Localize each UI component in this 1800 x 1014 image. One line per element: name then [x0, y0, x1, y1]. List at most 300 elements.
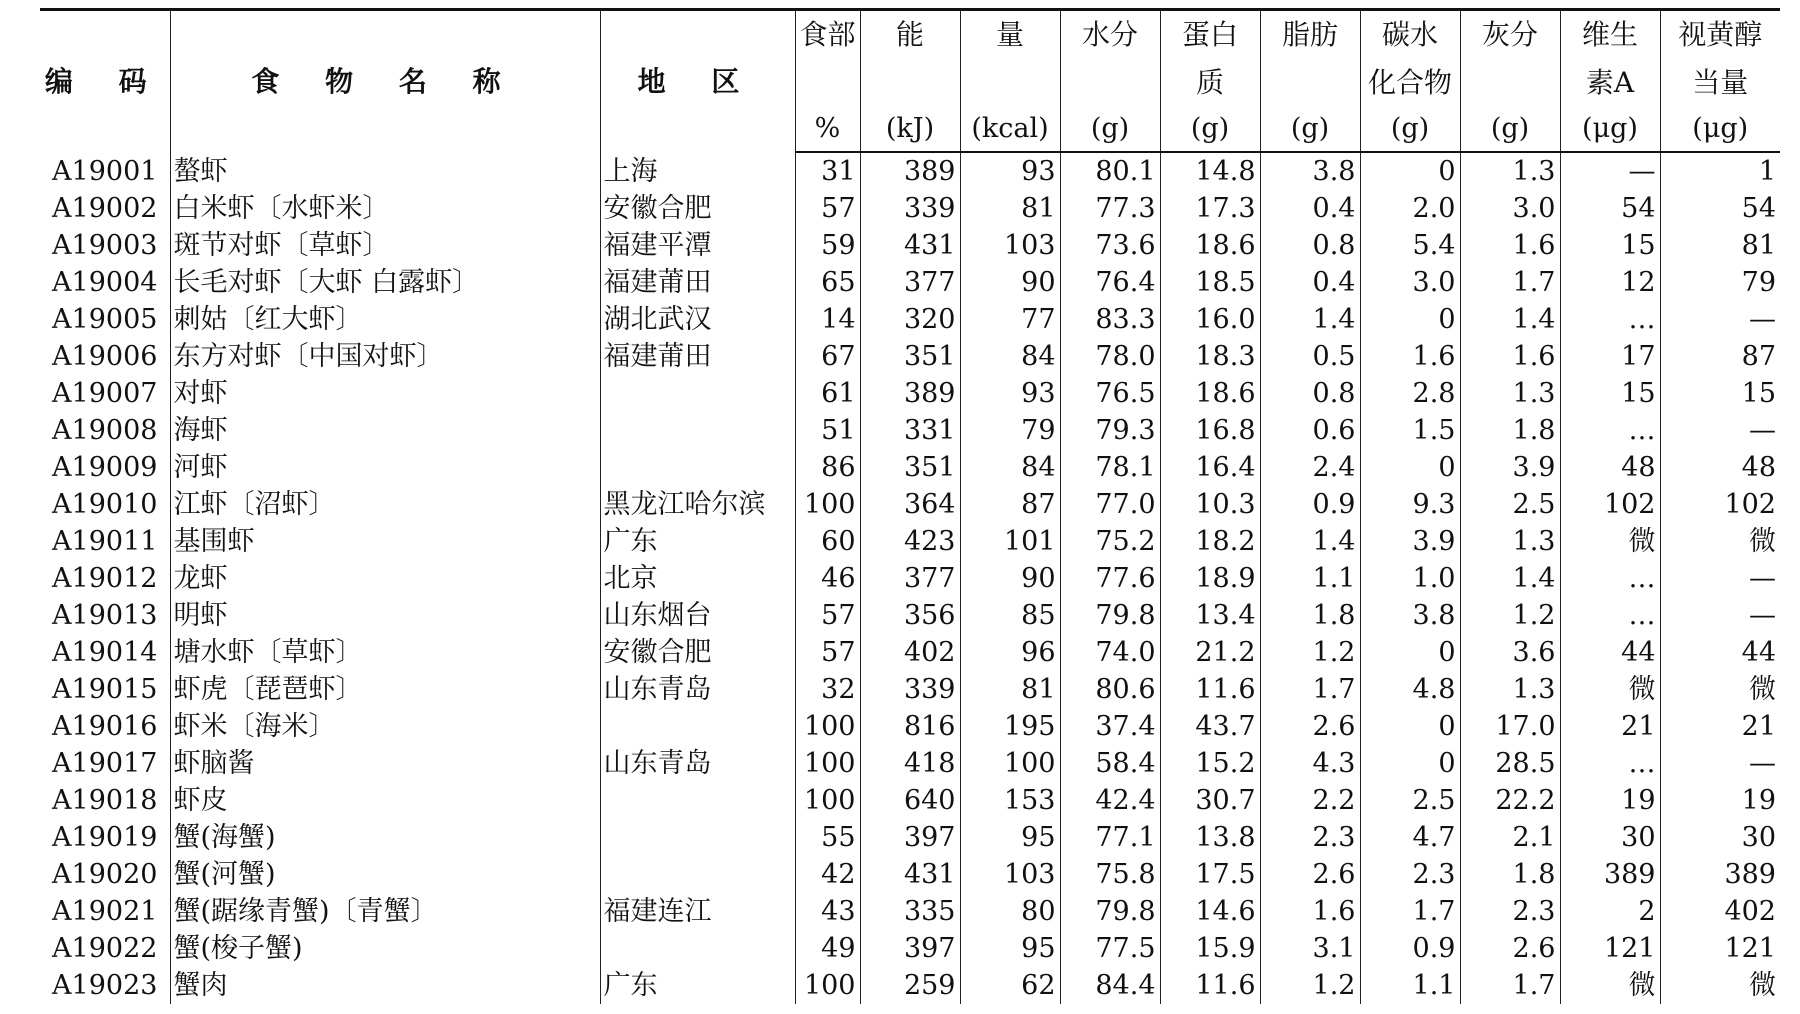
- cell-energy-kcal: 101: [960, 523, 1060, 560]
- cell-edible: 86: [795, 449, 860, 486]
- cell-food-name: 虾虎〔琵琶虾〕: [170, 671, 600, 708]
- header-water: 水分: [1060, 10, 1160, 60]
- cell-ash: 3.0: [1460, 190, 1560, 227]
- table-row: [40, 264, 1780, 301]
- cell-retinol: 87: [1660, 338, 1780, 375]
- cell-energy-kj: 364: [860, 486, 960, 523]
- cell-fat: 2.6: [1260, 708, 1360, 745]
- cell-code: A19020: [52, 859, 158, 890]
- cell-vitamin-a: 121: [1560, 930, 1660, 967]
- cell-food-name: 基围虾: [170, 523, 600, 560]
- header-fat: 脂肪: [1260, 10, 1360, 60]
- cell-energy-kj: 402: [860, 634, 960, 671]
- cell-region: 山东青岛: [600, 671, 795, 708]
- cell-edible: 67: [795, 338, 860, 375]
- cell-region: 福建莆田: [600, 264, 795, 301]
- header-ash-blank: [1460, 59, 1560, 107]
- cell-region: [600, 930, 795, 967]
- cell-code: A19012: [52, 563, 158, 594]
- cell-energy-kcal: 153: [960, 782, 1060, 819]
- cell-protein: 16.0: [1160, 301, 1260, 338]
- cell-region: 福建连江: [600, 893, 795, 930]
- header-retinol-line2: 当量: [1660, 59, 1780, 107]
- cell-carb: 5.4: [1360, 227, 1460, 264]
- cell-retinol: 15: [1660, 375, 1780, 412]
- cell-protein: 13.4: [1160, 597, 1260, 634]
- cell-water: 77.0: [1060, 486, 1160, 523]
- table-row: [40, 782, 1780, 819]
- cell-vitamin-a: —: [1560, 152, 1660, 190]
- cell-food-name: 东方对虾〔中国对虾〕: [170, 338, 600, 375]
- cell-region: [600, 375, 795, 412]
- cell-energy-kcal: 100: [960, 745, 1060, 782]
- cell-protein: 43.7: [1160, 708, 1260, 745]
- cell-code: A19022: [52, 933, 158, 964]
- cell-food-name: 斑节对虾〔草虾〕: [170, 227, 600, 264]
- cell-water: 80.1: [1060, 152, 1160, 190]
- cell-fat: 4.3: [1260, 745, 1360, 782]
- cell-ash: 28.5: [1460, 745, 1560, 782]
- cell-vitamin-a: 2: [1560, 893, 1660, 930]
- unit-vita: (μg): [1560, 107, 1660, 152]
- header-vita: 维生: [1560, 10, 1660, 60]
- table-row: [40, 375, 1780, 412]
- cell-protein: 18.3: [1160, 338, 1260, 375]
- cell-ash: 1.3: [1460, 523, 1560, 560]
- cell-vitamin-a: …: [1560, 301, 1660, 338]
- cell-food-name: 塘水虾〔草虾〕: [170, 634, 600, 671]
- cell-code: A19004: [52, 267, 158, 298]
- header-region: 地 区: [600, 10, 795, 153]
- cell-fat: 0.9: [1260, 486, 1360, 523]
- cell-food-name: 虾米〔海米〕: [170, 708, 600, 745]
- cell-ash: 1.6: [1460, 227, 1560, 264]
- cell-region: [600, 856, 795, 893]
- cell-protein: 21.2: [1160, 634, 1260, 671]
- table-header: [40, 10, 1780, 153]
- cell-carb: 0.9: [1360, 930, 1460, 967]
- cell-fat: 3.8: [1260, 152, 1360, 190]
- cell-energy-kcal: 103: [960, 227, 1060, 264]
- table-row: [40, 819, 1780, 856]
- cell-water: 80.6: [1060, 671, 1160, 708]
- cell-retinol: 389: [1660, 856, 1780, 893]
- cell-vitamin-a: 30: [1560, 819, 1660, 856]
- cell-edible: 14: [795, 301, 860, 338]
- cell-edible: 57: [795, 634, 860, 671]
- cell-fat: 0.4: [1260, 190, 1360, 227]
- cell-fat: 1.4: [1260, 523, 1360, 560]
- cell-carb: 2.0: [1360, 190, 1460, 227]
- table-row: [40, 449, 1780, 486]
- cell-retinol: 30: [1660, 819, 1780, 856]
- table-row: [40, 152, 1780, 190]
- cell-water: 78.1: [1060, 449, 1160, 486]
- table-row: [40, 634, 1780, 671]
- cell-ash: 3.9: [1460, 449, 1560, 486]
- cell-code: A19016: [52, 711, 158, 742]
- cell-fat: 1.6: [1260, 893, 1360, 930]
- cell-energy-kcal: 103: [960, 856, 1060, 893]
- table-body: [40, 152, 1780, 1004]
- header-retinol: 视黄醇: [1660, 10, 1780, 60]
- table-row: [40, 227, 1780, 264]
- cell-water: 79.3: [1060, 412, 1160, 449]
- cell-edible: 49: [795, 930, 860, 967]
- cell-food-name: 明虾: [170, 597, 600, 634]
- cell-code: A19021: [52, 896, 158, 927]
- cell-edible: 51: [795, 412, 860, 449]
- cell-fat: 1.7: [1260, 671, 1360, 708]
- cell-protein: 14.6: [1160, 893, 1260, 930]
- cell-region: 黑龙江哈尔滨: [600, 486, 795, 523]
- cell-region: 湖北武汉: [600, 301, 795, 338]
- cell-water: 77.3: [1060, 190, 1160, 227]
- cell-energy-kcal: 77: [960, 301, 1060, 338]
- cell-vitamin-a: 44: [1560, 634, 1660, 671]
- table-row: [40, 671, 1780, 708]
- cell-food-name: 螯虾: [170, 152, 600, 190]
- cell-energy-kcal: 81: [960, 671, 1060, 708]
- cell-carb: 3.8: [1360, 597, 1460, 634]
- cell-energy-kj: 351: [860, 449, 960, 486]
- cell-food-name: 江虾〔沼虾〕: [170, 486, 600, 523]
- cell-edible: 43: [795, 893, 860, 930]
- cell-protein: 17.5: [1160, 856, 1260, 893]
- cell-carb: 4.7: [1360, 819, 1460, 856]
- cell-energy-kcal: 93: [960, 375, 1060, 412]
- cell-energy-kcal: 79: [960, 412, 1060, 449]
- cell-region: 安徽合肥: [600, 190, 795, 227]
- cell-energy-kj: 397: [860, 819, 960, 856]
- cell-energy-kcal: 62: [960, 967, 1060, 1004]
- table-row: [40, 856, 1780, 893]
- cell-ash: 22.2: [1460, 782, 1560, 819]
- cell-region: 山东烟台: [600, 597, 795, 634]
- cell-food-name: 蟹(河蟹): [170, 856, 600, 893]
- unit-water: (g): [1060, 107, 1160, 152]
- cell-carb: 3.0: [1360, 264, 1460, 301]
- cell-retinol: 102: [1660, 486, 1780, 523]
- cell-region: [600, 412, 795, 449]
- cell-vitamin-a: 48: [1560, 449, 1660, 486]
- cell-retinol: 121: [1660, 930, 1780, 967]
- header-ash: 灰分: [1460, 10, 1560, 60]
- cell-retinol: 微: [1660, 671, 1780, 708]
- cell-region: 山东青岛: [600, 745, 795, 782]
- cell-vitamin-a: 15: [1560, 227, 1660, 264]
- cell-energy-kcal: 80: [960, 893, 1060, 930]
- cell-protein: 18.6: [1160, 227, 1260, 264]
- cell-water: 77.6: [1060, 560, 1160, 597]
- cell-energy-kj: 356: [860, 597, 960, 634]
- cell-region: [600, 449, 795, 486]
- cell-edible: 31: [795, 152, 860, 190]
- cell-ash: 3.6: [1460, 634, 1560, 671]
- cell-carb: 9.3: [1360, 486, 1460, 523]
- cell-protein: 14.8: [1160, 152, 1260, 190]
- cell-carb: 4.8: [1360, 671, 1460, 708]
- cell-fat: 0.4: [1260, 264, 1360, 301]
- cell-edible: 100: [795, 967, 860, 1004]
- cell-water: 84.4: [1060, 967, 1160, 1004]
- unit-carb: (g): [1360, 107, 1460, 152]
- cell-energy-kj: 377: [860, 264, 960, 301]
- cell-edible: 100: [795, 486, 860, 523]
- header-edible: 食部: [795, 10, 860, 60]
- cell-vitamin-a: …: [1560, 745, 1660, 782]
- cell-carb: 1.1: [1360, 967, 1460, 1004]
- header-edible-blank: [795, 59, 860, 107]
- cell-retinol: 1: [1660, 152, 1780, 190]
- cell-water: 79.8: [1060, 893, 1160, 930]
- cell-edible: 65: [795, 264, 860, 301]
- header-energy-kj: 能: [860, 10, 960, 60]
- cell-code: A19010: [52, 489, 158, 520]
- cell-fat: 2.3: [1260, 819, 1360, 856]
- header-vita-line2: 素A: [1560, 59, 1660, 107]
- table-row: [40, 745, 1780, 782]
- cell-water: 73.6: [1060, 227, 1160, 264]
- cell-edible: 100: [795, 745, 860, 782]
- cell-food-name: 虾脑酱: [170, 745, 600, 782]
- cell-food-name: 刺姑〔红大虾〕: [170, 301, 600, 338]
- cell-vitamin-a: 389: [1560, 856, 1660, 893]
- cell-retinol: 48: [1660, 449, 1780, 486]
- cell-vitamin-a: 54: [1560, 190, 1660, 227]
- cell-vitamin-a: …: [1560, 412, 1660, 449]
- cell-vitamin-a: 微: [1560, 523, 1660, 560]
- cell-fat: 1.4: [1260, 301, 1360, 338]
- cell-vitamin-a: …: [1560, 597, 1660, 634]
- table-row: [40, 708, 1780, 745]
- cell-code: A19005: [52, 304, 158, 335]
- cell-region: 福建平潭: [600, 227, 795, 264]
- cell-energy-kj: 389: [860, 152, 960, 190]
- cell-retinol: 19: [1660, 782, 1780, 819]
- cell-carb: 0: [1360, 152, 1460, 190]
- cell-edible: 61: [795, 375, 860, 412]
- cell-edible: 57: [795, 597, 860, 634]
- cell-ash: 1.7: [1460, 967, 1560, 1004]
- unit-ash: (g): [1460, 107, 1560, 152]
- table-row: [40, 486, 1780, 523]
- cell-carb: 2.3: [1360, 856, 1460, 893]
- header-energy-kcal: 量: [960, 10, 1060, 60]
- cell-code: A19001: [52, 155, 158, 187]
- header-water-blank: [1060, 59, 1160, 107]
- cell-fat: 0.6: [1260, 412, 1360, 449]
- cell-vitamin-a: 12: [1560, 264, 1660, 301]
- cell-protein: 16.4: [1160, 449, 1260, 486]
- cell-water: 42.4: [1060, 782, 1160, 819]
- cell-edible: 55: [795, 819, 860, 856]
- cell-retinol: 21: [1660, 708, 1780, 745]
- cell-retinol: —: [1660, 597, 1780, 634]
- cell-retinol: 微: [1660, 523, 1780, 560]
- cell-energy-kcal: 95: [960, 819, 1060, 856]
- unit-fat: (g): [1260, 107, 1360, 152]
- cell-edible: 100: [795, 708, 860, 745]
- cell-food-name: 对虾: [170, 375, 600, 412]
- cell-carb: 0: [1360, 634, 1460, 671]
- cell-region: [600, 819, 795, 856]
- cell-energy-kcal: 84: [960, 449, 1060, 486]
- cell-energy-kj: 397: [860, 930, 960, 967]
- unit-edible: %: [795, 107, 860, 152]
- cell-water: 76.4: [1060, 264, 1160, 301]
- nutrition-table-page: [40, 8, 1780, 1004]
- cell-retinol: —: [1660, 412, 1780, 449]
- cell-retinol: 79: [1660, 264, 1780, 301]
- cell-energy-kj: 816: [860, 708, 960, 745]
- cell-carb: 1.6: [1360, 338, 1460, 375]
- cell-region: 广东: [600, 523, 795, 560]
- header-carb: 碳水: [1360, 10, 1460, 60]
- cell-fat: 0.5: [1260, 338, 1360, 375]
- cell-code: A19003: [52, 230, 158, 261]
- cell-energy-kcal: 84: [960, 338, 1060, 375]
- cell-energy-kj: 431: [860, 856, 960, 893]
- cell-code: A19011: [52, 526, 158, 557]
- cell-edible: 57: [795, 190, 860, 227]
- cell-retinol: —: [1660, 745, 1780, 782]
- cell-vitamin-a: 微: [1560, 671, 1660, 708]
- cell-water: 58.4: [1060, 745, 1160, 782]
- cell-ash: 1.6: [1460, 338, 1560, 375]
- cell-water: 83.3: [1060, 301, 1160, 338]
- cell-edible: 42: [795, 856, 860, 893]
- cell-region: 安徽合肥: [600, 634, 795, 671]
- cell-retinol: —: [1660, 560, 1780, 597]
- cell-water: 77.5: [1060, 930, 1160, 967]
- cell-fat: 2.4: [1260, 449, 1360, 486]
- cell-energy-kj: 640: [860, 782, 960, 819]
- cell-food-name: 蟹(踞缘青蟹)〔青蟹〕: [170, 893, 600, 930]
- cell-water: 77.1: [1060, 819, 1160, 856]
- cell-protein: 11.6: [1160, 967, 1260, 1004]
- cell-ash: 1.3: [1460, 152, 1560, 190]
- cell-energy-kj: 335: [860, 893, 960, 930]
- cell-ash: 17.0: [1460, 708, 1560, 745]
- cell-edible: 46: [795, 560, 860, 597]
- cell-ash: 2.5: [1460, 486, 1560, 523]
- cell-food-name: 河虾: [170, 449, 600, 486]
- cell-carb: 0: [1360, 708, 1460, 745]
- cell-energy-kcal: 96: [960, 634, 1060, 671]
- cell-edible: 60: [795, 523, 860, 560]
- cell-ash: 2.3: [1460, 893, 1560, 930]
- cell-protein: 30.7: [1160, 782, 1260, 819]
- cell-food-name: 虾皮: [170, 782, 600, 819]
- cell-ash: 1.4: [1460, 560, 1560, 597]
- cell-carb: 3.9: [1360, 523, 1460, 560]
- cell-retinol: —: [1660, 301, 1780, 338]
- cell-ash: 1.3: [1460, 375, 1560, 412]
- unit-energy-kj: (kJ): [860, 107, 960, 152]
- cell-fat: 1.2: [1260, 634, 1360, 671]
- cell-code: A19017: [52, 748, 158, 779]
- cell-energy-kj: 331: [860, 412, 960, 449]
- cell-retinol: 44: [1660, 634, 1780, 671]
- cell-ash: 2.1: [1460, 819, 1560, 856]
- cell-fat: 2.2: [1260, 782, 1360, 819]
- cell-code: A19008: [52, 415, 158, 446]
- cell-region: 上海: [600, 152, 795, 190]
- cell-retinol: 402: [1660, 893, 1780, 930]
- unit-retinol: (μg): [1660, 107, 1780, 152]
- cell-energy-kcal: 195: [960, 708, 1060, 745]
- cell-vitamin-a: 21: [1560, 708, 1660, 745]
- cell-fat: 1.8: [1260, 597, 1360, 634]
- cell-edible: 32: [795, 671, 860, 708]
- cell-fat: 1.1: [1260, 560, 1360, 597]
- cell-retinol: 81: [1660, 227, 1780, 264]
- header-code: 编 码: [40, 10, 170, 153]
- cell-region: [600, 708, 795, 745]
- table-row: [40, 523, 1780, 560]
- cell-food-name: 白米虾〔水虾米〕: [170, 190, 600, 227]
- cell-fat: 3.1: [1260, 930, 1360, 967]
- cell-code: A19019: [52, 822, 158, 853]
- unit-energy-kcal: (kcal): [960, 107, 1060, 152]
- cell-water: 76.5: [1060, 375, 1160, 412]
- cell-energy-kj: 339: [860, 671, 960, 708]
- cell-vitamin-a: 15: [1560, 375, 1660, 412]
- table-row: [40, 930, 1780, 967]
- cell-retinol: 54: [1660, 190, 1780, 227]
- cell-ash: 1.8: [1460, 856, 1560, 893]
- cell-region: 广东: [600, 967, 795, 1004]
- cell-energy-kj: 431: [860, 227, 960, 264]
- cell-energy-kcal: 90: [960, 560, 1060, 597]
- cell-fat: 1.2: [1260, 967, 1360, 1004]
- cell-energy-kj: 339: [860, 190, 960, 227]
- cell-energy-kj: 320: [860, 301, 960, 338]
- cell-protein: 10.3: [1160, 486, 1260, 523]
- cell-water: 75.2: [1060, 523, 1160, 560]
- cell-ash: 1.3: [1460, 671, 1560, 708]
- cell-protein: 17.3: [1160, 190, 1260, 227]
- cell-protein: 13.8: [1160, 819, 1260, 856]
- cell-carb: 0: [1360, 745, 1460, 782]
- table-row: [40, 893, 1780, 930]
- cell-region: 福建莆田: [600, 338, 795, 375]
- cell-code: A19018: [52, 785, 158, 816]
- cell-carb: 1.7: [1360, 893, 1460, 930]
- cell-protein: 15.2: [1160, 745, 1260, 782]
- header-energy-kcal-blank: [960, 59, 1060, 107]
- cell-protein: 11.6: [1160, 671, 1260, 708]
- cell-ash: 2.6: [1460, 930, 1560, 967]
- cell-protein: 18.6: [1160, 375, 1260, 412]
- cell-edible: 100: [795, 782, 860, 819]
- cell-fat: 0.8: [1260, 375, 1360, 412]
- table-row: [40, 190, 1780, 227]
- cell-fat: 0.8: [1260, 227, 1360, 264]
- cell-energy-kcal: 93: [960, 152, 1060, 190]
- cell-edible: 59: [795, 227, 860, 264]
- table-row: [40, 560, 1780, 597]
- cell-carb: 1.5: [1360, 412, 1460, 449]
- cell-food-name: 蟹(海蟹): [170, 819, 600, 856]
- header-protein-line2: 质: [1160, 59, 1260, 107]
- cell-food-name: 海虾: [170, 412, 600, 449]
- header-energy-kj-blank: [860, 59, 960, 107]
- cell-energy-kj: 377: [860, 560, 960, 597]
- header-fat-blank: [1260, 59, 1360, 107]
- cell-water: 37.4: [1060, 708, 1160, 745]
